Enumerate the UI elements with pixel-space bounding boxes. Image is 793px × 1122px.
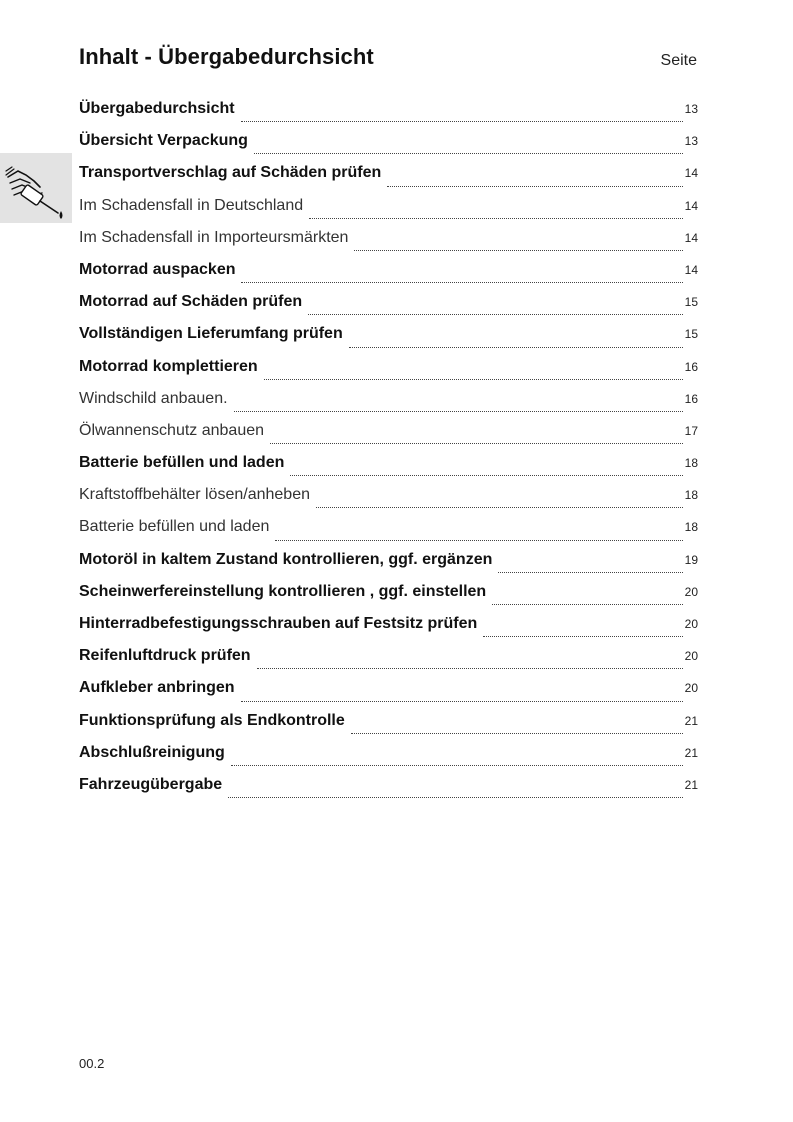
toc-leader-dots (483, 636, 682, 637)
toc-entry-page: 21 (684, 745, 698, 760)
toc-entry-label: Ölwannenschutz anbauen (79, 421, 265, 439)
toc-leader-dots (275, 540, 682, 541)
toc-leader-dots (387, 186, 682, 187)
toc-leader-dots (349, 347, 683, 348)
toc-leader-dots (241, 701, 683, 702)
toc-entry[interactable] (79, 164, 698, 196)
toc-entry[interactable] (79, 325, 698, 357)
toc-entry-page: 15 (684, 295, 698, 310)
toc-entry-label: Funktionsprüfung als Endkontrolle (79, 711, 345, 729)
toc-leader-dots (309, 218, 683, 219)
toc-entry-page: 16 (684, 359, 698, 374)
toc-entry[interactable] (79, 132, 698, 164)
toc-leader-dots (228, 797, 683, 798)
toc-leader-dots (234, 411, 683, 412)
toc-entry-page: 21 (684, 777, 698, 792)
toc-entry-page: 13 (684, 134, 698, 149)
toc-leader-dots (270, 443, 683, 444)
toc-leader-dots (264, 379, 683, 380)
toc-entry[interactable] (79, 647, 698, 679)
toc-leader-dots (290, 475, 682, 476)
toc-entry-label: Im Schadensfall in Deutschland (79, 196, 304, 214)
page-number-footer: 00.2 (79, 1056, 105, 1071)
toc-entry[interactable] (79, 776, 698, 808)
toc-entry-label: Abschlußreinigung (79, 743, 225, 761)
toc-entry[interactable] (79, 100, 698, 132)
toc-entry-label: Reifenluftdruck prüfen (79, 647, 251, 665)
toc-entry[interactable] (79, 744, 698, 776)
toc-entry[interactable] (79, 583, 698, 615)
toc-entry[interactable] (79, 229, 698, 261)
toc-leader-dots (498, 572, 682, 573)
toc-entry[interactable] (79, 197, 698, 229)
section-tab (0, 153, 72, 223)
toc-leader-dots (254, 153, 683, 154)
toc-entry[interactable] (79, 293, 698, 325)
toc-entry-label: Übersicht Verpackung (79, 132, 248, 150)
page-column-label: Seite (660, 52, 697, 69)
page-title: Inhalt - Übergabedurchsicht (79, 44, 374, 69)
toc-entry-page: 19 (684, 552, 698, 567)
toc-entry-page: 18 (684, 520, 698, 535)
toc-entry-label: Übergabedurchsicht (79, 100, 235, 117)
toc-entry[interactable] (79, 486, 698, 518)
toc-entry-page: 20 (684, 584, 698, 599)
toc-entry[interactable] (79, 390, 698, 422)
toc-entry-label: Fahrzeugübergabe (79, 775, 223, 793)
toc-entry[interactable] (79, 422, 698, 454)
toc-entry[interactable] (79, 551, 698, 583)
toc-entry-page: 21 (684, 713, 698, 728)
toc-leader-dots (351, 733, 683, 734)
toc-entry-page: 17 (684, 423, 698, 438)
toc-leader-dots (241, 282, 682, 283)
toc-entry[interactable] (79, 261, 698, 293)
toc-entry-page: 14 (684, 230, 698, 245)
toc-leader-dots (316, 507, 683, 508)
toc-entry-page: 20 (684, 617, 698, 631)
toc-entry[interactable] (79, 454, 698, 486)
toc-entry-label: Batterie befüllen und laden (79, 454, 285, 472)
toc-entry-label: Aufkleber anbringen (79, 679, 235, 697)
toc-entry-page: 14 (684, 166, 698, 181)
hand-oil-can-icon (4, 159, 68, 221)
toc-entry-page: 20 (684, 681, 698, 696)
toc-entry-page: 16 (684, 391, 698, 406)
toc-leader-dots (492, 604, 682, 605)
toc-entry[interactable] (79, 358, 698, 390)
toc-entry-page: 14 (684, 262, 698, 277)
toc-entry-label: Batterie befüllen und laden (79, 518, 270, 536)
toc-entry[interactable] (79, 679, 698, 711)
toc-leader-dots (354, 250, 682, 251)
toc-entry-label: Motorrad auf Schäden prüfen (79, 293, 303, 311)
toc-leader-dots (231, 765, 683, 766)
toc-entry-label: Vollständigen Lieferumfang prüfen (79, 325, 343, 343)
toc-entry[interactable] (79, 518, 698, 550)
toc-entry-page: 18 (684, 456, 698, 471)
toc-entry-label: Motorrad komplettieren (79, 357, 258, 375)
toc-entry-page: 14 (684, 198, 698, 213)
toc-entry-label: Hinterradbefestigungsschrauben auf Festsitz prüfen (79, 615, 478, 632)
table-of-contents (79, 100, 698, 808)
toc-entry-label: Scheinwerfereinstellung kontrollieren , ggf. einstellen (79, 582, 487, 600)
toc-entry-page: 15 (684, 327, 698, 342)
toc-leader-dots (308, 314, 683, 315)
toc-leader-dots (257, 668, 683, 669)
toc-entry-page: 13 (684, 102, 698, 116)
toc-entry[interactable] (79, 712, 698, 744)
toc-entry-label: Motorrad auspacken (79, 260, 236, 278)
toc-entry-label: Im Schadensfall in Importeursmärkten (79, 228, 349, 246)
toc-entry[interactable] (79, 615, 698, 647)
toc-entry-label: Windschild anbauen. (79, 389, 228, 407)
toc-entry-label: Kraftstoffbehälter lösen/anheben (79, 486, 310, 504)
toc-entry-page: 20 (684, 649, 698, 664)
toc-leader-dots (241, 121, 683, 122)
toc-entry-page: 18 (684, 488, 698, 503)
toc-entry-label: Transportverschlag auf Schäden prüfen (79, 164, 382, 182)
toc-entry-label: Motoröl in kaltem Zustand kontrollieren, ggf. ergänzen (79, 550, 493, 568)
